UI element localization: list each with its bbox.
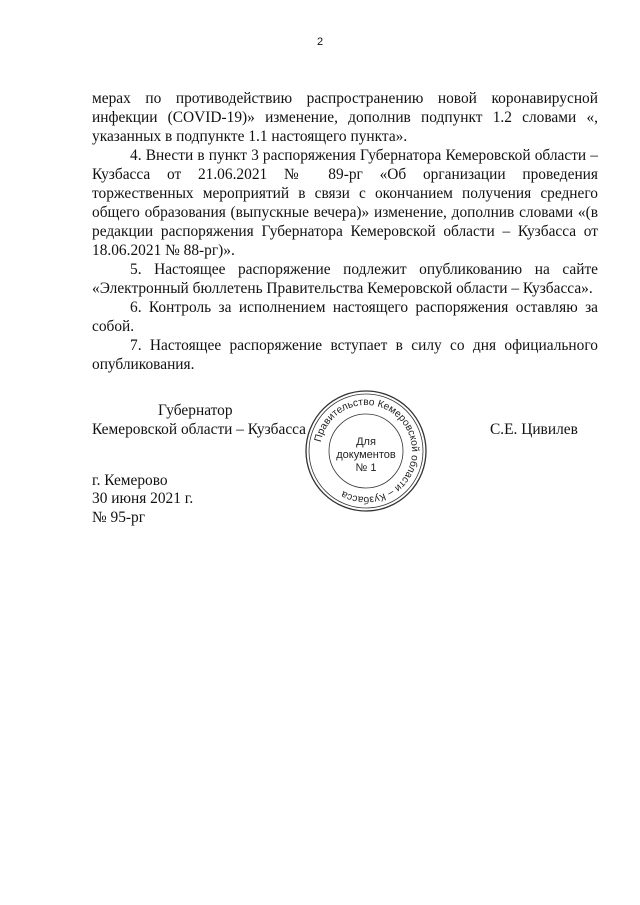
issue-date: 30 июня 2021 г. <box>92 490 194 507</box>
stamp-center-line-1: Для <box>356 436 376 448</box>
stamp-ring-text: Правительство Кемеровской области – Кузбасса <box>312 396 421 506</box>
page-number: 2 <box>316 36 324 48</box>
paragraph-6: 6. Контроль за исполнением настоящего распоряжения оставляю за собой. <box>92 299 598 335</box>
stamp-center-line-3: № 1 <box>355 462 377 474</box>
issue-place: г. Кемерово <box>92 472 168 489</box>
document-number: № 95-рг <box>92 509 146 526</box>
official-stamp <box>304 389 428 513</box>
signatory-name: С.Е. Цивилев <box>490 421 578 438</box>
paragraph-continuation: мерах по противодействию распространению новой коронавирусной инфекции (COVID-19)» изменение, дополнив подпункт 1.2 словами «, указанных в подпункте 1.1 настоящего пункта». <box>92 90 598 145</box>
stamp-center-line-2: документов <box>336 449 396 461</box>
signatory-title: Губернатор <box>158 402 233 419</box>
paragraph-7: 7. Настоящее распоряжение вступает в силу со дня официального опубликования. <box>92 337 598 373</box>
paragraph-5: 5. Настоящее распоряжение подлежит опубликованию на сайте «Электронный бюллетень Правительства Кемеровской области – Кузбасса». <box>92 261 598 297</box>
paragraph-4: 4. Внести в пункт 3 распоряжения Губернатора Кемеровской области – Кузбасса от 21.06.2021 № 89-рг «Об организации проведения торжественных мероприятий в связи с окончанием получения среднего общего образования (выпускные вечера)» изменение, дополнив словами «(в редакции распоряжения Губернатора Кемеровской области – Кузбасса от 18.06.2021 № 88-рг)». <box>92 147 598 259</box>
document-body <box>92 89 598 374</box>
signatory-region: Кемеровской области – Кузбасса <box>92 421 307 438</box>
